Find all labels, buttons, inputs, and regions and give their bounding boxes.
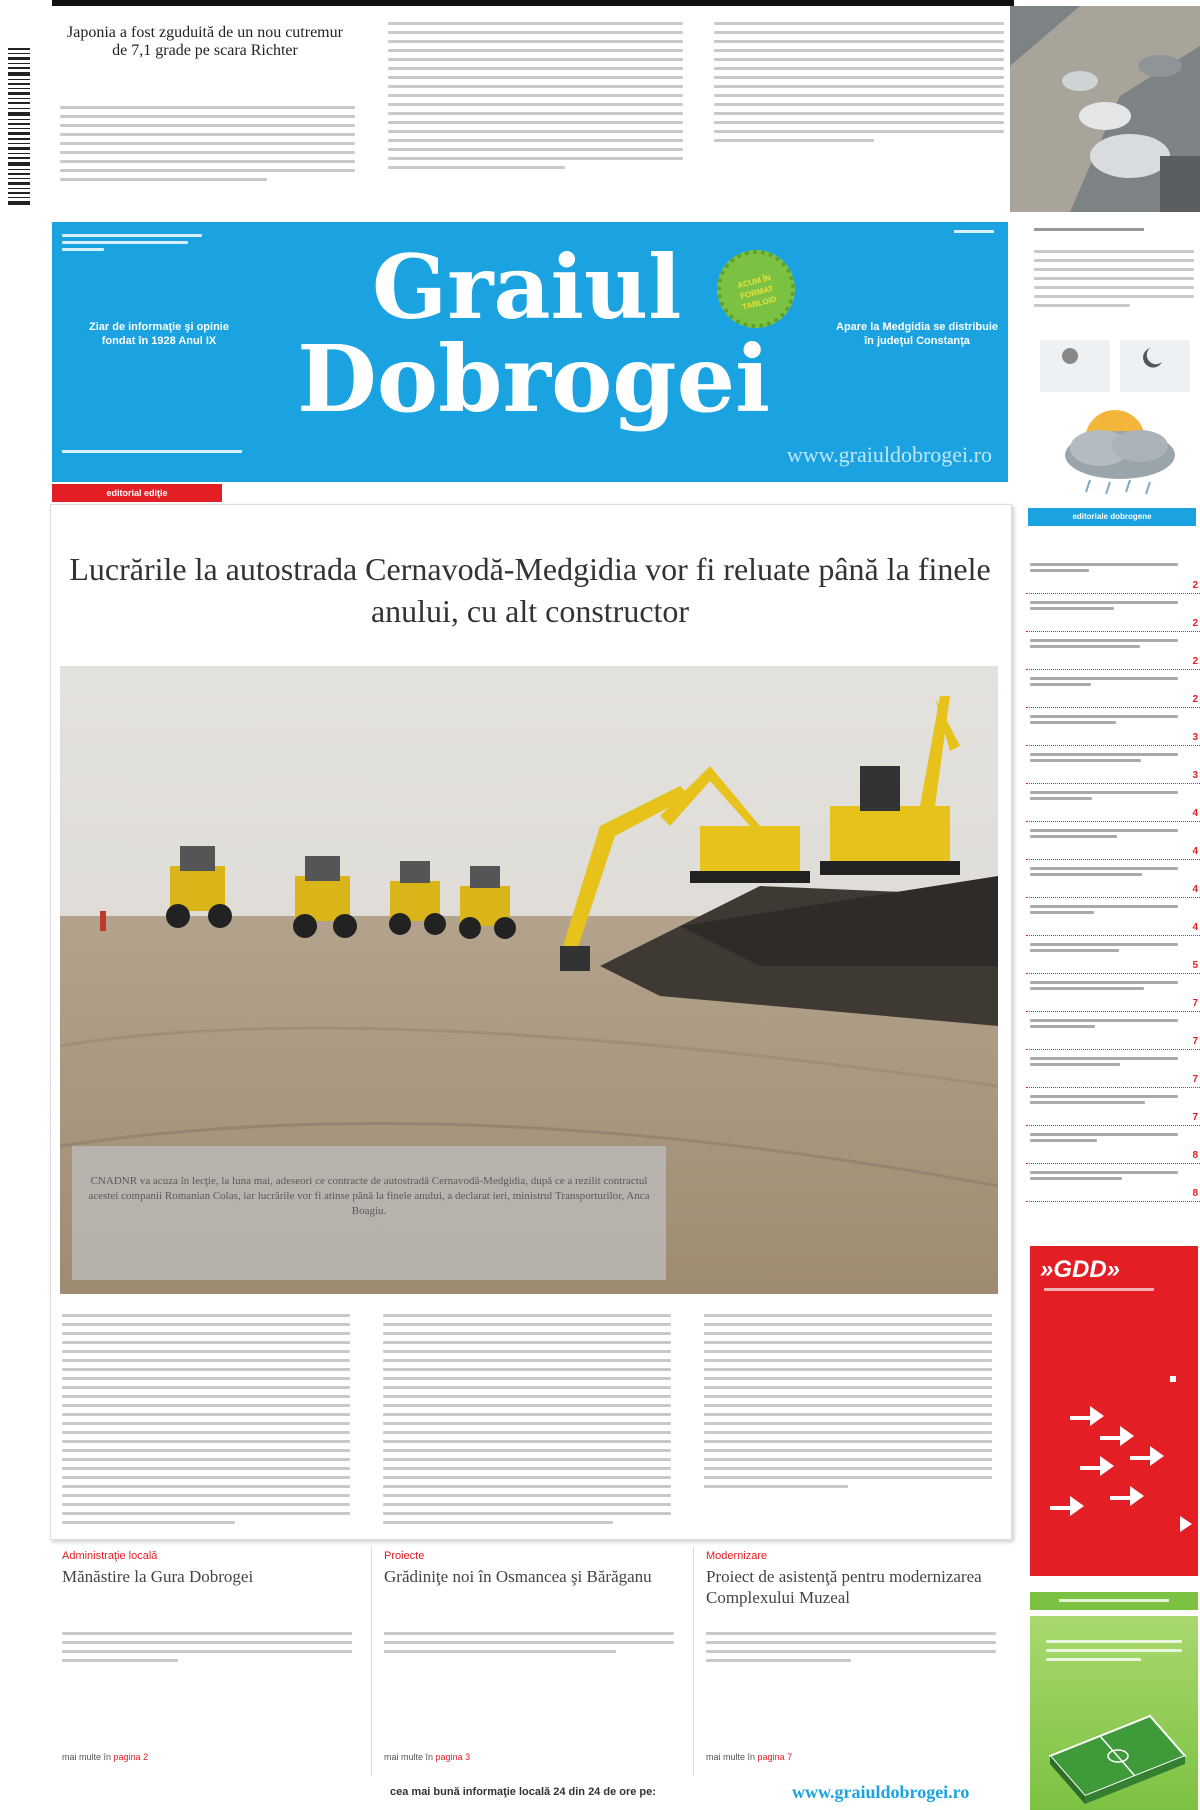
index-item-page: 7 [1192, 1112, 1198, 1123]
masthead-url[interactable]: www.graiuldobrogei.ro [786, 442, 992, 467]
ad-green-tag[interactable] [1030, 1592, 1198, 1610]
index-item-text [1030, 639, 1178, 648]
ad-green-text [1046, 1634, 1182, 1667]
teaser-page-link[interactable]: pagina 7 [757, 1752, 793, 1762]
teaser-more-link[interactable] [62, 1752, 148, 1762]
top-story-3-body [714, 16, 1004, 148]
index-item-page: 4 [1192, 846, 1198, 857]
sidebar-tag[interactable]: editoriale dobrogene [1028, 508, 1196, 526]
index-item[interactable] [1026, 1050, 1200, 1088]
index-item-text [1030, 1019, 1178, 1028]
teaser-title[interactable]: Proiect de asistenţă pentru modernizarea Complexului Muzeal [706, 1567, 982, 1607]
teaser-story[interactable] [706, 1546, 1016, 1776]
top-story-2-body [388, 16, 683, 175]
footer-tagline: cea mai bună informaţie locală 24 din 24 de ore pe: [390, 1786, 656, 1798]
index-item-text [1030, 905, 1178, 914]
index-item-text [1030, 753, 1178, 762]
ad-green-banner[interactable] [1030, 1616, 1198, 1810]
footer-url[interactable]: www.graiuldobrogei.ro [792, 1782, 970, 1802]
index-item[interactable] [1026, 1088, 1200, 1126]
index-item-page: 3 [1192, 770, 1198, 781]
tabloid-badge: ACUM ÎN FORMAT TABLOID [709, 242, 804, 337]
index-item-page: 7 [1192, 1036, 1198, 1047]
teaser-body [62, 1626, 352, 1668]
index-item-page: 7 [1192, 998, 1198, 1009]
index-item[interactable] [1026, 1012, 1200, 1050]
teaser-body [706, 1626, 996, 1668]
top-rule [52, 0, 1014, 6]
index-item[interactable] [1026, 746, 1200, 784]
index-item-page: 8 [1192, 1150, 1198, 1161]
teaser-story[interactable] [384, 1546, 694, 1776]
sports-field-icon [1040, 1696, 1190, 1806]
top-story-title[interactable]: Japonia a fost zguduită de un nou cutremur de 7,1 grade pe scara Richter [67, 24, 343, 59]
weather-forecast-text [1034, 244, 1194, 313]
teaser-title[interactable]: Grădiniţe noi în Osmancea şi Bărăganu [384, 1567, 652, 1586]
index-item-text [1030, 829, 1178, 838]
teaser-more-text: mai multe în [384, 1752, 434, 1762]
index-item[interactable] [1026, 708, 1200, 746]
index-item-page: 4 [1192, 808, 1198, 819]
index-item-text [1030, 1057, 1178, 1066]
index-item[interactable] [1026, 822, 1200, 860]
index-item[interactable] [1026, 594, 1200, 632]
index-item-text [1030, 943, 1178, 952]
teaser-story[interactable] [62, 1546, 372, 1776]
weather-title [1034, 228, 1144, 231]
index-item[interactable] [1026, 670, 1200, 708]
index-item[interactable] [1026, 784, 1200, 822]
masthead-logo-line-1[interactable]: Graiul [372, 235, 682, 339]
teaser-title[interactable]: Mănăstire la Gura Dobrogei [62, 1567, 254, 1586]
masthead-issue-info [62, 230, 202, 255]
index-item-page: 4 [1192, 884, 1198, 895]
index-item-page: 2 [1192, 580, 1198, 591]
index-item-page: 2 [1192, 694, 1198, 705]
index-item[interactable] [1026, 1164, 1200, 1202]
index-item[interactable] [1026, 1126, 1200, 1164]
index-item-text [1030, 981, 1178, 990]
index-item[interactable] [1026, 936, 1200, 974]
index-item-page: 8 [1192, 1188, 1198, 1199]
teaser-page-link[interactable]: pagina 2 [113, 1752, 149, 1762]
index-item-text [1030, 867, 1178, 876]
index-item-page: 5 [1192, 960, 1198, 971]
index-item-text [1030, 601, 1178, 610]
ad-gdd-subtitle [1044, 1288, 1154, 1291]
teaser-body [384, 1626, 674, 1659]
index-item-text [1030, 1133, 1178, 1142]
teaser-more-text: mai multe în [706, 1752, 756, 1762]
masthead-director [62, 450, 242, 453]
index-item-page: 3 [1192, 732, 1198, 743]
index-item-text [1030, 791, 1178, 800]
teaser-kicker: Proiecte [384, 1550, 425, 1562]
index-item[interactable] [1026, 860, 1200, 898]
teaser-more-link[interactable] [706, 1752, 792, 1762]
top-story-body [60, 100, 355, 187]
article-column-2 [383, 1308, 671, 1530]
weather-cloud-sun-icon [1040, 340, 1190, 500]
index-item-text [1030, 563, 1178, 572]
ad-gdd-logo: »GDD» [1040, 1256, 1121, 1283]
masthead [52, 222, 1008, 482]
index-list [1026, 556, 1200, 1202]
teaser-more-link[interactable] [384, 1752, 470, 1762]
edition-tag[interactable]: editorial ediţie [52, 484, 222, 502]
teaser-kicker: Administraţie locală [62, 1550, 158, 1562]
masthead-logo-line-2[interactable]: Dobrogei [297, 325, 771, 433]
index-item-page: 2 [1192, 618, 1198, 629]
teaser-page-link[interactable]: pagina 3 [435, 1752, 471, 1762]
index-item[interactable] [1026, 898, 1200, 936]
masthead-founded: Ziar de informaţie şi opinie fondat în 1928 Anul IX [89, 321, 229, 347]
index-item[interactable] [1026, 556, 1200, 594]
photo-caption: CNADNR va acuza în lecţie, la luna mai, adeseori ce contracte de autostradă Cernavodă-Medgidia, după ce a rezilit contractul acestei companii Romanian Colas, iar lucrările vor fi atinse până la finele anului, a declarat ieri, ministrul Transporturilor, Anca Boagiu. [72, 1146, 666, 1280]
ad-gdd-banner[interactable] [1030, 1246, 1198, 1576]
main-headline[interactable]: Lucrările la autostrada Cernavodă-Medgidia vor fi reluate până la finele anului, cu alt constructor [69, 551, 991, 629]
index-item-text [1030, 677, 1178, 686]
index-item-text [1030, 1095, 1178, 1104]
teaser-more-text: mai multe în [62, 1752, 112, 1762]
index-item-text [1030, 715, 1178, 724]
index-item[interactable] [1026, 974, 1200, 1012]
article-column-3 [704, 1308, 992, 1494]
top-photo-flood[interactable] [1010, 6, 1200, 212]
arrow-pattern-icon [1030, 1346, 1198, 1576]
masthead-distribution: Apare la Medgidia se distribuie în judeţul Constanţa [836, 321, 998, 347]
index-item-page: 2 [1192, 656, 1198, 667]
article-column-1 [62, 1308, 350, 1530]
teaser-kicker: Modernizare [706, 1550, 768, 1562]
barcode [6, 48, 34, 208]
masthead-price [954, 230, 994, 233]
index-item-text [1030, 1171, 1178, 1180]
index-item-page: 7 [1192, 1074, 1198, 1085]
index-item[interactable] [1026, 632, 1200, 670]
index-item-page: 4 [1192, 922, 1198, 933]
